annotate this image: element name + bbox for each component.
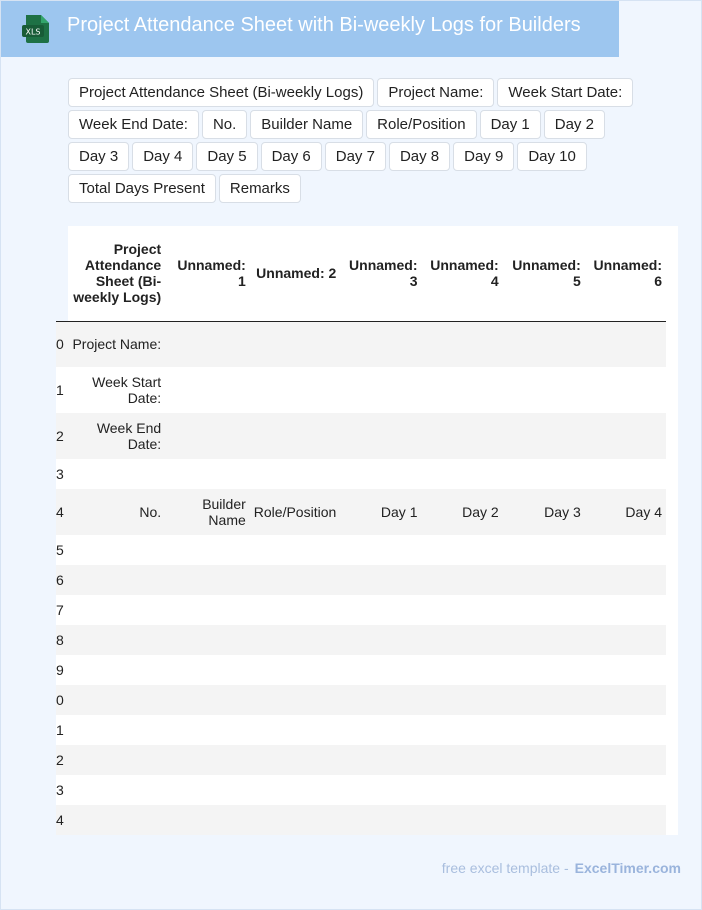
table-row xyxy=(56,321,666,367)
table-cell xyxy=(165,745,250,775)
table-cell xyxy=(503,625,585,655)
table-cell xyxy=(585,655,666,685)
table-cell xyxy=(585,715,666,745)
table-cell xyxy=(250,595,341,625)
table-cell xyxy=(503,565,585,595)
table-cell xyxy=(421,685,502,715)
table-header-row xyxy=(56,226,666,321)
table-cell xyxy=(503,655,585,685)
table-row xyxy=(56,775,666,805)
footer-text: free excel template - xyxy=(441,860,569,876)
row-index: 5 xyxy=(56,535,67,565)
table-cell xyxy=(250,715,341,745)
table-cell xyxy=(340,715,421,745)
column-chip[interactable]: Week Start Date: xyxy=(497,78,633,107)
row-index: 8 xyxy=(56,625,67,655)
column-chip[interactable]: Day 9 xyxy=(453,142,514,171)
column-chip[interactable]: Day 5 xyxy=(196,142,257,171)
table-cell xyxy=(165,805,250,835)
row-index: 1 xyxy=(56,715,67,745)
xls-icon-label: XLS xyxy=(25,27,41,37)
column-header: Unnamed: 3 xyxy=(340,226,421,321)
row-index: 6 xyxy=(56,565,67,595)
column-header: Project Attendance Sheet (Bi-weekly Logs) xyxy=(67,226,165,321)
table-cell xyxy=(340,535,421,565)
table-row xyxy=(56,685,666,715)
table-cell xyxy=(585,367,666,413)
table-cell xyxy=(421,367,502,413)
table-cell xyxy=(67,745,165,775)
table-cell xyxy=(165,775,250,805)
row-index: 7 xyxy=(56,595,67,625)
page-title: Project Attendance Sheet with Bi-weekly Logs for Builders xyxy=(67,14,581,36)
table-cell xyxy=(503,535,585,565)
xls-file-icon xyxy=(22,14,50,44)
table-cell xyxy=(503,367,585,413)
table-row xyxy=(56,655,666,685)
column-chip[interactable]: Day 4 xyxy=(132,142,193,171)
table-cell xyxy=(503,805,585,835)
row-index: 0 xyxy=(56,321,67,367)
table-cell xyxy=(503,775,585,805)
table-cell: Project Name: xyxy=(67,321,165,367)
column-header: Unnamed: 4 xyxy=(421,226,502,321)
table-cell xyxy=(503,715,585,745)
row-index: 4 xyxy=(56,805,67,835)
column-chip-list xyxy=(68,78,668,203)
table-cell xyxy=(340,459,421,489)
table-row xyxy=(56,535,666,565)
table-cell xyxy=(421,413,502,459)
table-cell: Builder Name xyxy=(165,489,250,535)
table-cell xyxy=(585,625,666,655)
table-cell xyxy=(67,565,165,595)
table-cell xyxy=(165,413,250,459)
column-chip[interactable]: Builder Name xyxy=(250,110,363,139)
table-cell xyxy=(503,321,585,367)
table-cell xyxy=(340,367,421,413)
table-cell xyxy=(503,459,585,489)
table-cell xyxy=(340,685,421,715)
column-chip[interactable]: Day 6 xyxy=(261,142,322,171)
row-index: 2 xyxy=(56,745,67,775)
table-cell xyxy=(165,685,250,715)
table-cell xyxy=(585,321,666,367)
table-cell: No. xyxy=(67,489,165,535)
table-cell xyxy=(250,685,341,715)
column-chip[interactable]: Day 3 xyxy=(68,142,129,171)
table-cell xyxy=(585,595,666,625)
table-cell xyxy=(67,805,165,835)
table-cell: Week Start Date: xyxy=(67,367,165,413)
column-chip[interactable]: Total Days Present xyxy=(68,174,216,203)
table-cell xyxy=(421,321,502,367)
table-cell xyxy=(421,535,502,565)
table-cell: Day 4 xyxy=(585,489,666,535)
table-cell xyxy=(250,321,341,367)
table-row xyxy=(56,625,666,655)
table-cell: Role/Position xyxy=(250,489,341,535)
table-cell: Week End Date: xyxy=(67,413,165,459)
table-cell xyxy=(340,321,421,367)
table-cell xyxy=(340,655,421,685)
column-header: Unnamed: 1 xyxy=(165,226,250,321)
table-row xyxy=(56,413,666,459)
column-header: Unnamed: 6 xyxy=(585,226,666,321)
table-cell xyxy=(67,595,165,625)
table-cell xyxy=(250,413,341,459)
table-cell: Day 2 xyxy=(421,489,502,535)
title-bar xyxy=(0,0,619,57)
table-cell xyxy=(67,685,165,715)
column-header: Unnamed: 5 xyxy=(503,226,585,321)
table-cell xyxy=(503,685,585,715)
table-cell xyxy=(67,535,165,565)
row-index: 0 xyxy=(56,685,67,715)
table-cell xyxy=(340,625,421,655)
column-chip[interactable]: Project Attendance Sheet (Bi-weekly Logs) xyxy=(68,78,374,107)
column-chip[interactable]: Role/Position xyxy=(366,110,476,139)
table-cell xyxy=(503,745,585,775)
table-cell xyxy=(67,655,165,685)
table-cell xyxy=(421,655,502,685)
table-cell xyxy=(67,775,165,805)
column-chip[interactable]: Week End Date: xyxy=(68,110,199,139)
table-cell xyxy=(250,655,341,685)
table-cell xyxy=(165,595,250,625)
table-cell xyxy=(250,565,341,595)
column-chip[interactable]: Day 10 xyxy=(517,142,587,171)
row-index: 3 xyxy=(56,775,67,805)
table-cell xyxy=(250,367,341,413)
table-cell xyxy=(340,595,421,625)
index-header xyxy=(56,226,67,321)
table-cell xyxy=(585,535,666,565)
footer-brand-link[interactable]: ExcelTimer.com xyxy=(574,860,681,876)
table-cell xyxy=(250,775,341,805)
table-cell xyxy=(585,565,666,595)
table-cell xyxy=(421,745,502,775)
table-cell xyxy=(421,459,502,489)
table-row xyxy=(56,367,666,413)
column-chip[interactable]: Day 7 xyxy=(325,142,386,171)
table-row xyxy=(56,745,666,775)
table-cell xyxy=(340,565,421,595)
table-cell xyxy=(421,805,502,835)
table-cell xyxy=(165,715,250,745)
row-index: 1 xyxy=(56,367,67,413)
column-chip[interactable]: Project Name: xyxy=(377,78,494,107)
row-index: 3 xyxy=(56,459,67,489)
table-cell xyxy=(421,775,502,805)
footer-credit xyxy=(442,860,681,876)
column-chip[interactable]: Day 8 xyxy=(389,142,450,171)
table-cell xyxy=(250,625,341,655)
table-cell xyxy=(250,745,341,775)
table-row xyxy=(56,595,666,625)
table-cell xyxy=(165,655,250,685)
table-cell xyxy=(421,625,502,655)
row-index: 2 xyxy=(56,413,67,459)
table-cell xyxy=(340,775,421,805)
table-cell xyxy=(165,565,250,595)
column-chip[interactable]: No. xyxy=(202,110,247,139)
table-row xyxy=(56,715,666,745)
table-cell xyxy=(421,715,502,745)
table-cell xyxy=(67,625,165,655)
table-cell xyxy=(585,745,666,775)
row-index: 4 xyxy=(56,489,67,535)
table-cell xyxy=(585,685,666,715)
table-cell xyxy=(421,565,502,595)
table-cell xyxy=(250,535,341,565)
table-cell xyxy=(67,715,165,745)
table-cell xyxy=(165,321,250,367)
table-cell xyxy=(250,805,341,835)
table-cell xyxy=(67,459,165,489)
table-cell xyxy=(503,413,585,459)
table-cell xyxy=(585,413,666,459)
table-cell xyxy=(340,805,421,835)
table-cell xyxy=(165,367,250,413)
table-cell xyxy=(421,595,502,625)
table-cell: Day 3 xyxy=(503,489,585,535)
table-cell xyxy=(165,459,250,489)
table-cell xyxy=(165,535,250,565)
table-row xyxy=(56,489,666,535)
table-row xyxy=(56,565,666,595)
column-header: Unnamed: 2 xyxy=(250,226,341,321)
data-table-panel xyxy=(56,226,678,835)
table-cell xyxy=(585,775,666,805)
table-cell xyxy=(585,459,666,489)
column-chip[interactable]: Day 2 xyxy=(544,110,605,139)
table-cell xyxy=(503,595,585,625)
table-cell xyxy=(250,459,341,489)
table-row xyxy=(56,805,666,835)
table-cell xyxy=(340,745,421,775)
table-cell xyxy=(585,805,666,835)
data-table xyxy=(56,226,666,835)
column-chip[interactable]: Day 1 xyxy=(480,110,541,139)
table-cell: Day 1 xyxy=(340,489,421,535)
table-cell xyxy=(340,413,421,459)
table-row xyxy=(56,459,666,489)
row-index: 9 xyxy=(56,655,67,685)
column-chip[interactable]: Remarks xyxy=(219,174,301,203)
table-cell xyxy=(165,625,250,655)
